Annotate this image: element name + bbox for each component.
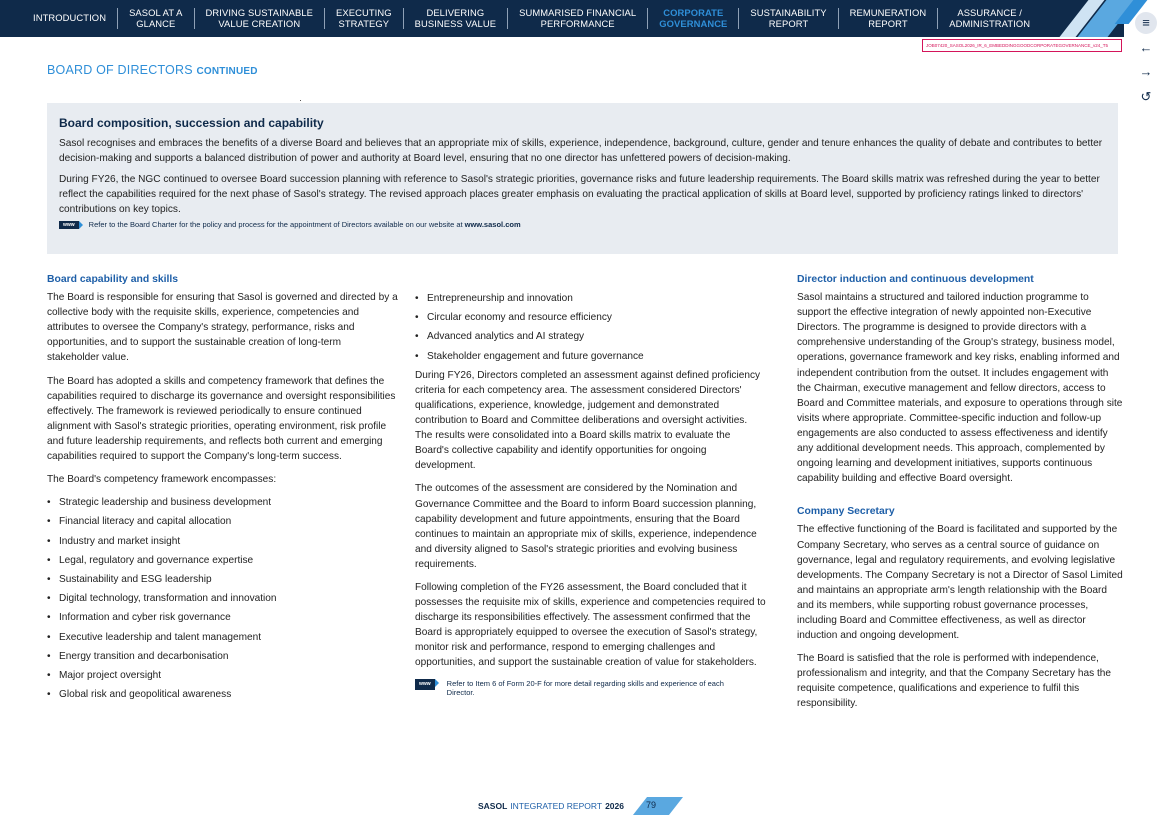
box-paragraph-1: Sasol recognises and embraces the benefits of a diverse Board and believes that an appropriate mix of skills, experience, independence, background, culture, gender and tenure enhances the quality of debate and contributes to better decision-making and supports a balanced distribution of power and authority at Board level, ensuring that no one director has unfettered powers of decision-making.: [59, 138, 1103, 164]
page-title-main: BOARD OF DIRECTORS: [47, 63, 193, 77]
board-composition-box: [47, 103, 1118, 254]
list-item: • Advanced analytics and AI strategy: [415, 329, 767, 344]
menu-icon[interactable]: ≡: [1135, 12, 1157, 34]
list-item: • Stakeholder engagement and future governance: [415, 349, 767, 364]
nav-item-delivering-business-value[interactable]: DELIVERING BUSINESS VALUE: [403, 8, 507, 29]
footer-brand: SASOL: [478, 801, 508, 811]
page-title-suffix: CONTINUED: [196, 66, 258, 77]
list-item: • Industry and market insight: [47, 534, 399, 549]
nav-item-sasol-at-a-glance[interactable]: SASOL AT A GLANCE: [117, 8, 193, 29]
page-footer: [478, 797, 676, 815]
www-icon: www: [415, 679, 435, 690]
footer-report-name: INTEGRATED REPORT: [510, 801, 603, 811]
job-reference-tag: JOB07420_SASOL2026_IR_6_EMBEDDINGGOODCORPORATEGOVERNANCE_v24_T5: [922, 39, 1122, 52]
nav-item-summarised-financial-performance[interactable]: SUMMARISED FINANCIAL PERFORMANCE: [507, 8, 647, 29]
arrow-left-icon[interactable]: ←: [1139, 40, 1153, 55]
nav-item-sustainability-report[interactable]: SUSTAINABILITY REPORT: [738, 8, 837, 29]
list-item: • Entrepreneurship and innovation: [415, 291, 767, 306]
paragraph: Following completion of the FY26 assessment, the Board concluded that it possesses the requisite mix of skills, experience and competencies required to discharge its responsibilities effectively. The assessment confirmed that the Board is appropriately equipped to oversee the execution of Sasol's strategy, monitor risk and performance, respond to emerging challenges and opportunities, and support the sustainable creation of value for stakeholders.: [415, 581, 766, 669]
nav-item-introduction[interactable]: INTRODUCTION: [33, 12, 107, 24]
list-item: • Global risk and geopolitical awareness: [47, 687, 399, 702]
stray-dot: [300, 100, 301, 101]
paragraph: During FY26, Directors completed an assessment against defined proficiency criteria for each competency area. The assessment considered Directors' qualifications, experience, knowledge, judgement and demonstrated contribution to Board and Committee deliberations and oversight activities. The results were consolidated into a Board skills matrix to evaluate the Board's collective capability and identify opportunities for ongoing development.: [415, 369, 761, 472]
list-item: • Strategic leadership and business development: [47, 495, 399, 510]
www-reference-text[interactable]: Refer to Item 6 of Form 20-F for more detail regarding skills and experience of each Director.: [446, 678, 724, 697]
www-reference: [59, 220, 1106, 229]
page-number-badge: [634, 797, 676, 815]
list-item: • Sustainability and ESG leadership: [47, 572, 399, 587]
page-number-background: [633, 797, 683, 815]
nav-item-driving-sustainable-value-creation[interactable]: DRIVING SUSTAINABLE VALUE CREATION: [194, 8, 324, 29]
paragraph: The Board is satisfied that the role is performed with independence, professionalism and integrity, and that the Company Secretary has the requisite competence, qualifications and experience to fulfil this responsibility.: [797, 653, 1112, 710]
list-item: • Digital technology, transformation and innovation: [47, 591, 399, 606]
box-title: Board composition, succession and capability: [59, 116, 324, 130]
nav-item-corporate-governance[interactable]: CORPORATE GOVERNANCE: [647, 8, 738, 29]
column-board-capability: [47, 272, 399, 706]
paragraph: Sasol maintains a structured and tailored induction programme to support the effective integration of newly appointed non-Executive Directors. The programme is designed to provide directors with a comprehensive understanding of the Group's strategy, business model, operations, governance framework and key risks, enabling informed and independent contribution from the outset. It includes engagement with the Chairman, executive management and fellow directors, access to Board and Committee materials, and exposure to operations through site visits where appropriate. Committee-specific induction and follow-up engagements are also conducted to assess effectiveness and identify any additional development needs. This approach, complemented by ongoing learning and development initiatives, supports continuous capability building and effective Board oversight.: [797, 292, 1123, 485]
section-title-director-induction: Director induction and continuous development: [797, 274, 1034, 285]
section-title-company-secretary: Company Secretary: [797, 506, 895, 518]
list-item: • Financial literacy and capital allocation: [47, 514, 399, 529]
list-item: • Legal, regulatory and governance expertise: [47, 553, 399, 568]
arrow-right-icon[interactable]: →: [1139, 64, 1153, 79]
paragraph: The Board is responsible for ensuring that Sasol is governed and directed by a collective body with the requisite skills, experience, competencies and attributes to oversee the Company's strategy, performance, risks and opportunities, and to support the sustainable creation of long-term stakeholder value.: [47, 292, 398, 364]
list-item: • Information and cyber risk governance: [47, 610, 399, 625]
nav-item-executing-strategy[interactable]: EXECUTING STRATEGY: [324, 8, 403, 29]
list-item: • Executive leadership and talent management: [47, 630, 399, 645]
section-title-board-capability: Board capability and skills: [47, 274, 179, 285]
column-induction-secretary: [797, 272, 1123, 720]
www-reference-text: Refer to the Board Charter for the policy and process for the appointment of Directors available on our website at: [88, 220, 463, 229]
www-icon: www: [59, 221, 79, 229]
return-icon[interactable]: ↺: [1140, 89, 1152, 104]
nav-list: [0, 0, 1124, 37]
paragraph: The Board has adopted a skills and competency framework that defines the capabilities required to discharge its governance and oversight responsibilities effectively. The framework is reviewed periodically to ensure continued alignment with Sasol's strategic priorities, operating environment, risk profile and future leadership requirements, and reflects both current and emerging capabilities required to support the Company's long-term success.: [47, 375, 396, 463]
nav-item-remuneration-report[interactable]: REMUNERATION REPORT: [838, 8, 938, 29]
column-assessment: [415, 291, 767, 697]
nav-item-assurance-administration[interactable]: ASSURANCE / ADMINISTRATION: [937, 8, 1041, 29]
list-item: • Energy transition and decarbonisation: [47, 649, 399, 664]
competency-list: [47, 495, 399, 702]
paragraph: The Board's competency framework encompasses:: [47, 474, 277, 486]
page-number: 79: [645, 800, 656, 810]
competency-list-continued: [415, 291, 767, 364]
paragraph: The outcomes of the assessment are considered by the Nomination and Governance Committee and the Board to inform Board succession planning, capability development and future appointments, ensuring that the Board continues to maintain an appropriate mix of skills, experience, independence and diversity aligned to Sasol's strategic priorities and evolving business requirements.: [415, 483, 757, 570]
website-link[interactable]: www.sasol.com: [464, 220, 521, 229]
paragraph: The effective functioning of the Board is facilitated and supported by the Company Secretary, who serves as a central source of guidance on governance, legal and regulatory requirements, and evolving legislative developments. The Company Secretary is not a Director of Sasol Limited and maintains an appropriate arm's length relationship with the Board and its members, while supporting robust governance processes, including Board and Committee effectiveness, as well as director induction and ongoing development.: [797, 524, 1123, 642]
page-title: [47, 63, 258, 77]
list-item: • Major project oversight: [47, 668, 399, 683]
top-navigation-bar: [0, 0, 1124, 37]
list-item: • Circular economy and resource efficiency: [415, 310, 767, 325]
box-paragraph-2: During FY26, the NGC continued to oversee Board succession planning with reference to Sasol's strategic priorities, governance risks and future leadership requirements. The Board skills matrix was refreshed during the year to better reflect the capabilities required for the next phase of Sasol's strategy. The revised approach places greater emphasis on evaluating the practical application of skills at Board level, supported by proficiency ratings linked to directors' contributions on key topics.: [59, 174, 1100, 215]
footer-year: 2026: [605, 801, 624, 811]
www-reference: [415, 679, 767, 697]
